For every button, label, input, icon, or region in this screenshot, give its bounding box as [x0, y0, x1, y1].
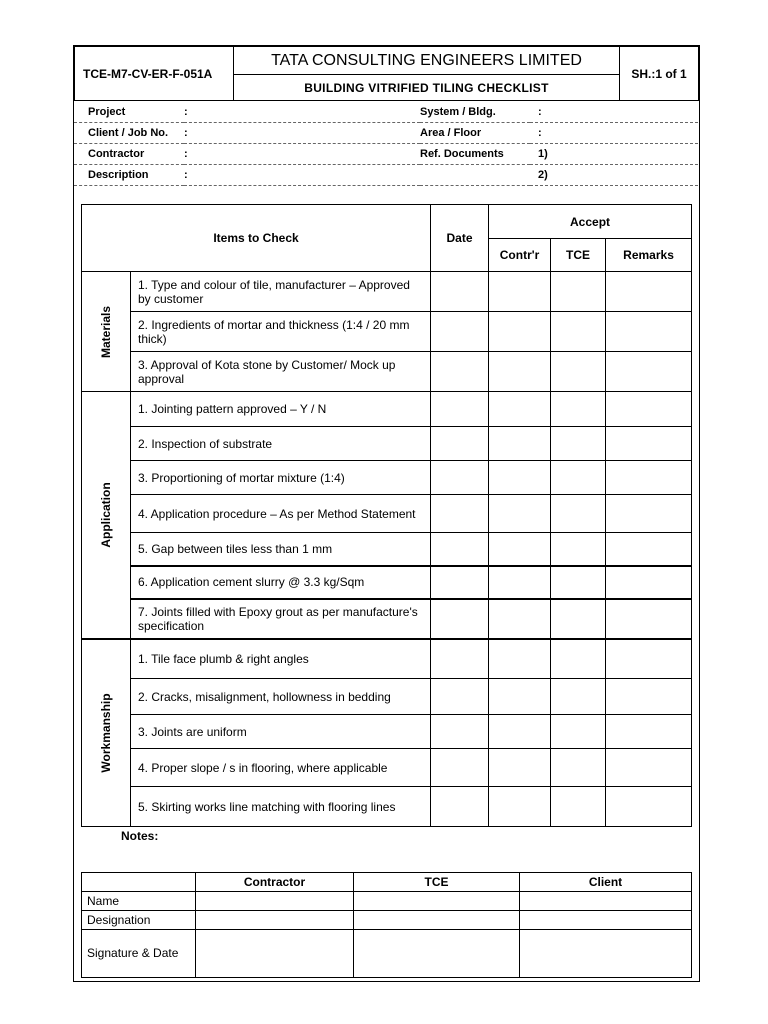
contractor-cell[interactable] [489, 312, 551, 352]
date-cell[interactable] [431, 352, 489, 392]
designation-label: Designation [82, 911, 196, 930]
tce-cell[interactable] [551, 427, 606, 461]
tce-cell[interactable] [551, 679, 606, 715]
check-item: 1. Tile face plumb & right angles [131, 639, 431, 679]
system-colon: : [530, 102, 698, 123]
remarks-cell[interactable] [606, 599, 692, 639]
date-cell[interactable] [431, 749, 489, 787]
remarks-cell[interactable] [606, 427, 692, 461]
section-workmanship [82, 639, 131, 827]
check-item: 2. Cracks, misalignment, hollowness in bedding [131, 679, 431, 715]
description-colon: : [184, 165, 420, 186]
tce-cell[interactable] [551, 495, 606, 533]
signoff-tce-header: TCE [354, 873, 520, 892]
tce-cell[interactable] [551, 272, 606, 312]
ref-documents-label: Ref. Documents [420, 144, 530, 165]
project-colon: : [184, 102, 420, 123]
client-designation-field[interactable] [520, 911, 692, 930]
checklist-table [81, 204, 692, 827]
contractor-label: Contractor [74, 144, 184, 165]
contractor-colon: : [184, 144, 420, 165]
remarks-header: Remarks [606, 239, 692, 272]
check-item: 2. Inspection of substrate [131, 427, 431, 461]
tce-cell[interactable] [551, 599, 606, 639]
contractor-cell[interactable] [489, 639, 551, 679]
tce-cell[interactable] [551, 461, 606, 495]
check-item: 4. Proper slope / s in flooring, where applicable [131, 749, 431, 787]
items-to-check-header: Items to Check [82, 205, 431, 272]
signature-date-label: Signature & Date [82, 930, 196, 978]
contractor-cell[interactable] [489, 427, 551, 461]
contractor-cell[interactable] [489, 392, 551, 427]
remarks-cell[interactable] [606, 679, 692, 715]
sheet-number: SH.:1 of 1 [620, 47, 699, 101]
date-cell[interactable] [431, 715, 489, 749]
checklist-title: BUILDING VITRIFIED TILING CHECKLIST [234, 75, 620, 101]
checklist-form [73, 45, 700, 982]
tce-header: TCE [551, 239, 606, 272]
document-number: TCE-M7-CV-ER-F-051A [75, 47, 234, 101]
tce-cell[interactable] [551, 749, 606, 787]
form-header [74, 46, 699, 101]
contractor-signature-field[interactable] [196, 930, 354, 978]
section-label: Workmanship [99, 693, 113, 773]
client-colon: : [184, 123, 420, 144]
contractor-cell[interactable] [489, 461, 551, 495]
check-item: 3. Approval of Kota stone by Customer/ Mock up approval [131, 352, 431, 392]
section-application [82, 392, 131, 639]
tce-cell[interactable] [551, 787, 606, 827]
contractor-cell[interactable] [489, 599, 551, 639]
check-item: 1. Jointing pattern approved – Y / N [131, 392, 431, 427]
tce-cell[interactable] [551, 566, 606, 599]
ref-documents-2: 2) [530, 165, 698, 186]
system-label: System / Bldg. [420, 102, 530, 123]
date-cell[interactable] [431, 639, 489, 679]
check-item: 5. Gap between tiles less than 1 mm [131, 533, 431, 566]
info-block [74, 102, 698, 186]
date-cell[interactable] [431, 679, 489, 715]
client-label: Client / Job No. [74, 123, 184, 144]
contractor-cell[interactable] [489, 272, 551, 312]
date-cell[interactable] [431, 461, 489, 495]
area-colon: : [530, 123, 698, 144]
section-materials [82, 272, 131, 392]
tce-cell[interactable] [551, 533, 606, 566]
remarks-cell[interactable] [606, 749, 692, 787]
company-name: TATA CONSULTING ENGINEERS LIMITED [234, 47, 620, 75]
tce-name-field[interactable] [354, 892, 520, 911]
client-signature-field[interactable] [520, 930, 692, 978]
contractor-cell[interactable] [489, 352, 551, 392]
contractor-header: Contr'r [489, 239, 551, 272]
remarks-cell[interactable] [606, 461, 692, 495]
check-item: 5. Skirting works line matching with flooring lines [131, 787, 431, 827]
contractor-designation-field[interactable] [196, 911, 354, 930]
contractor-cell[interactable] [489, 566, 551, 599]
signoff-contractor-header: Contractor [196, 873, 354, 892]
section-label: Materials [99, 305, 113, 358]
tce-cell[interactable] [551, 312, 606, 352]
date-cell[interactable] [431, 312, 489, 352]
tce-signature-field[interactable] [354, 930, 520, 978]
tce-cell[interactable] [551, 352, 606, 392]
ref-documents-1: 1) [530, 144, 698, 165]
date-cell[interactable] [431, 272, 489, 312]
contractor-cell[interactable] [489, 495, 551, 533]
project-label: Project [74, 102, 184, 123]
date-cell[interactable] [431, 599, 489, 639]
date-cell[interactable] [431, 427, 489, 461]
tce-designation-field[interactable] [354, 911, 520, 930]
date-cell[interactable] [431, 533, 489, 566]
remarks-cell[interactable] [606, 352, 692, 392]
contractor-cell[interactable] [489, 533, 551, 566]
remarks-cell[interactable] [606, 312, 692, 352]
remarks-cell[interactable] [606, 272, 692, 312]
accept-header: Accept [489, 205, 692, 239]
contractor-name-field[interactable] [196, 892, 354, 911]
contractor-cell[interactable] [489, 749, 551, 787]
contractor-cell[interactable] [489, 787, 551, 827]
tce-cell[interactable] [551, 715, 606, 749]
check-item: 3. Proportioning of mortar mixture (1:4) [131, 461, 431, 495]
date-header: Date [431, 205, 489, 272]
check-item: 1. Type and colour of tile, manufacturer – Approved by customer [131, 272, 431, 312]
section-label: Application [99, 482, 113, 548]
remarks-cell[interactable] [606, 566, 692, 599]
check-item: 6. Application cement slurry @ 3.3 kg/Sqm [131, 566, 431, 599]
remarks-cell[interactable] [606, 533, 692, 566]
name-label: Name [82, 892, 196, 911]
contractor-cell[interactable] [489, 715, 551, 749]
client-name-field[interactable] [520, 892, 692, 911]
tce-cell[interactable] [551, 392, 606, 427]
check-item: 7. Joints filled with Epoxy grout as per manufacture's specification [131, 599, 431, 639]
contractor-cell[interactable] [489, 679, 551, 715]
area-label: Area / Floor [420, 123, 530, 144]
notes-label: Notes: [121, 829, 159, 843]
check-item: 4. Application procedure – As per Method Statement [131, 495, 431, 533]
check-item: 2. Ingredients of mortar and thickness (1:4 / 20 mm thick) [131, 312, 431, 352]
signoff-table [81, 872, 692, 978]
tce-cell[interactable] [551, 639, 606, 679]
check-item: 3. Joints are uniform [131, 715, 431, 749]
date-cell[interactable] [431, 495, 489, 533]
remarks-cell[interactable] [606, 495, 692, 533]
date-cell[interactable] [431, 787, 489, 827]
remarks-cell[interactable] [606, 639, 692, 679]
remarks-cell[interactable] [606, 787, 692, 827]
description-label: Description [74, 165, 184, 186]
date-cell[interactable] [431, 566, 489, 599]
remarks-cell[interactable] [606, 392, 692, 427]
signoff-client-header: Client [520, 873, 692, 892]
remarks-cell[interactable] [606, 715, 692, 749]
date-cell[interactable] [431, 392, 489, 427]
